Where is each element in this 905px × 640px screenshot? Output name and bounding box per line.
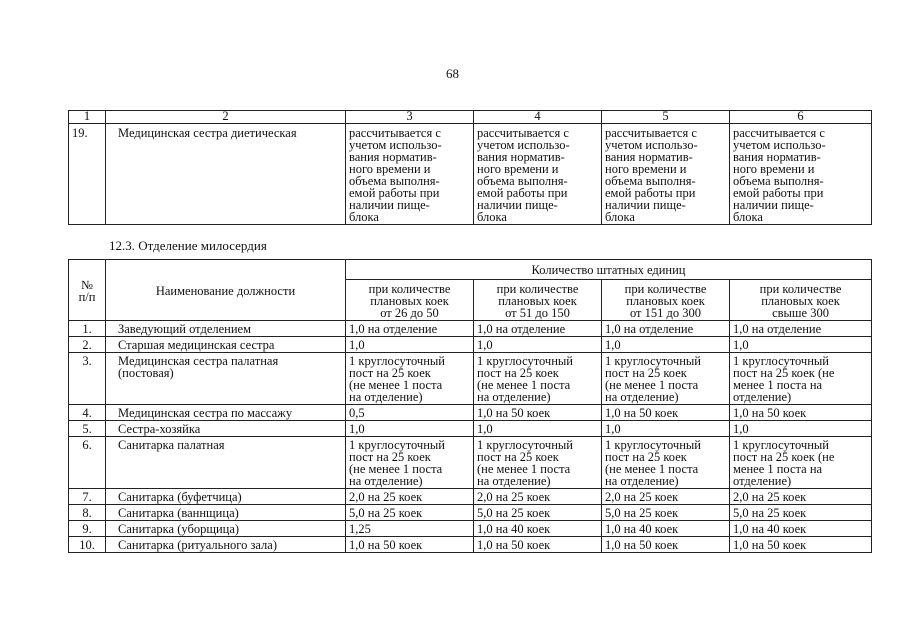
staff-count: 1 круглосуточный пост на 25 коек (не менее 1 поста на отделение) bbox=[602, 353, 730, 405]
table-row bbox=[69, 437, 872, 489]
staff-count: 1,0 на 50 коек bbox=[602, 405, 730, 421]
bed-range-header: при количестве плановых коек от 26 до 50 bbox=[346, 280, 474, 321]
row-number: 2. bbox=[69, 337, 106, 353]
staff-count: 1,0 на 40 коек bbox=[602, 521, 730, 537]
staff-count: 5,0 на 25 коек bbox=[602, 505, 730, 521]
staff-count: 2,0 на 25 коек bbox=[602, 489, 730, 505]
staff-count: 1,0 bbox=[346, 421, 474, 437]
row-number: 10. bbox=[69, 537, 106, 553]
row-number: 9. bbox=[69, 521, 106, 537]
staff-count: 1,25 bbox=[346, 521, 474, 537]
table-row bbox=[69, 521, 872, 537]
staff-count: 1,0 bbox=[602, 421, 730, 437]
staff-count: 1,0 bbox=[474, 337, 602, 353]
page-number: 68 bbox=[446, 66, 459, 81]
position-name: Санитарка (уборщица) bbox=[106, 521, 346, 537]
staff-count: 1,0 на 50 коек bbox=[602, 537, 730, 553]
column-number: 4 bbox=[474, 111, 602, 124]
position-name: Медицинская сестра палатная (постовая) bbox=[106, 353, 346, 405]
row-number: 6. bbox=[69, 437, 106, 489]
staff-count: 1 круглосуточный пост на 25 коек (не менее 1 поста на отделение) bbox=[474, 437, 602, 489]
staff-count: 1,0 на отделение bbox=[602, 321, 730, 337]
table-row bbox=[69, 421, 872, 437]
position-name: Санитарка (ритуального зала) bbox=[106, 537, 346, 553]
staff-count: рассчитывается с учетом использо- вания норматив- ного времени и объема выполня- емой работы при наличии пище- блока bbox=[346, 124, 474, 225]
staff-count: 1,0 на 50 коек bbox=[474, 405, 602, 421]
row-number: 19. bbox=[69, 124, 106, 225]
staff-count: 5,0 на 25 коек bbox=[346, 505, 474, 521]
staff-count: 1,0 bbox=[602, 337, 730, 353]
column-number: 5 bbox=[602, 111, 730, 124]
position-name: Медицинская сестра по массажу bbox=[106, 405, 346, 421]
number-column-header: № п/п bbox=[69, 260, 106, 321]
row-number: 1. bbox=[69, 321, 106, 337]
table-row bbox=[69, 505, 872, 521]
staff-count: 1,0 bbox=[346, 337, 474, 353]
staff-count: 0,5 bbox=[346, 405, 474, 421]
position-name: Медицинская сестра диетическая bbox=[106, 124, 346, 225]
staff-count: 1,0 на отделение bbox=[346, 321, 474, 337]
column-number: 1 bbox=[69, 111, 106, 124]
staff-count: 1,0 на 50 коек bbox=[474, 537, 602, 553]
table-row bbox=[69, 489, 872, 505]
row-number: 5. bbox=[69, 421, 106, 437]
table-row bbox=[69, 124, 872, 225]
column-number: 3 bbox=[346, 111, 474, 124]
staff-count: 1,0 на 50 коек bbox=[346, 537, 474, 553]
position-column-header: Наименование должности bbox=[106, 260, 346, 321]
staff-count: 1,0 на 40 коек bbox=[730, 521, 872, 537]
bed-range-header: при количестве плановых коек свыше 300 bbox=[730, 280, 872, 321]
row-number: 3. bbox=[69, 353, 106, 405]
staff-count: 1 круглосуточный пост на 25 коек (не менее 1 поста на отделение) bbox=[602, 437, 730, 489]
staff-count: 1,0 на 50 коек bbox=[730, 537, 872, 553]
staff-count: 1,0 на 50 коек bbox=[730, 405, 872, 421]
staff-count: рассчитывается с учетом использо- вания норматив- ного времени и объема выполня- емой работы при наличии пище- блока bbox=[602, 124, 730, 225]
staffing-table bbox=[68, 259, 872, 553]
position-name: Санитарка (ваннщица) bbox=[106, 505, 346, 521]
staff-count: 5,0 на 25 коек bbox=[730, 505, 872, 521]
staff-count: 1,0 bbox=[474, 421, 602, 437]
staff-count: 1 круглосуточный пост на 25 коек (не менее 1 поста на отделение) bbox=[474, 353, 602, 405]
staff-count: 1,0 bbox=[730, 421, 872, 437]
group-header-row bbox=[69, 260, 872, 280]
position-name: Старшая медицинская сестра bbox=[106, 337, 346, 353]
bed-range-header: при количестве плановых коек от 51 до 150 bbox=[474, 280, 602, 321]
staff-count: 1,0 на отделение bbox=[474, 321, 602, 337]
staff-count: 5,0 на 25 коек bbox=[474, 505, 602, 521]
staff-units-header: Количество штатных единиц bbox=[346, 260, 872, 280]
staff-count: 2,0 на 25 коек bbox=[474, 489, 602, 505]
column-number: 6 bbox=[730, 111, 872, 124]
staff-count: 1 круглосуточный пост на 25 коек (не менее 1 поста на отделение) bbox=[730, 353, 872, 405]
staff-count: 2,0 на 25 коек bbox=[346, 489, 474, 505]
staff-count: 1 круглосуточный пост на 25 коек (не менее 1 поста на отделение) bbox=[346, 437, 474, 489]
row-number: 4. bbox=[69, 405, 106, 421]
section-title: 12.3. Отделение милосердия bbox=[109, 238, 267, 253]
row-number: 7. bbox=[69, 489, 106, 505]
bed-range-header: при количестве плановых коек от 151 до 300 bbox=[602, 280, 730, 321]
position-name: Санитарка (буфетчица) bbox=[106, 489, 346, 505]
staff-count: 1 круглосуточный пост на 25 коек (не менее 1 поста на отделение) bbox=[730, 437, 872, 489]
column-number-row bbox=[69, 111, 872, 124]
staff-count: 1,0 на отделение bbox=[730, 321, 872, 337]
table-row bbox=[69, 537, 872, 553]
table-row bbox=[69, 337, 872, 353]
staff-count: 1,0 на 40 коек bbox=[474, 521, 602, 537]
table-row bbox=[69, 353, 872, 405]
table-row bbox=[69, 321, 872, 337]
position-name: Сестра-хозяйка bbox=[106, 421, 346, 437]
staffing-table-continuation bbox=[68, 110, 872, 225]
column-number: 2 bbox=[106, 111, 346, 124]
table-row bbox=[69, 405, 872, 421]
staff-count: рассчитывается с учетом использо- вания норматив- ного времени и объема выполня- емой работы при наличии пище- блока bbox=[730, 124, 872, 225]
row-number: 8. bbox=[69, 505, 106, 521]
staff-count: рассчитывается с учетом использо- вания норматив- ного времени и объема выполня- емой работы при наличии пище- блока bbox=[474, 124, 602, 225]
staff-count: 2,0 на 25 коек bbox=[730, 489, 872, 505]
staff-count: 1,0 bbox=[730, 337, 872, 353]
position-name: Заведующий отделением bbox=[106, 321, 346, 337]
staff-count: 1 круглосуточный пост на 25 коек (не менее 1 поста на отделение) bbox=[346, 353, 474, 405]
position-name: Санитарка палатная bbox=[106, 437, 346, 489]
